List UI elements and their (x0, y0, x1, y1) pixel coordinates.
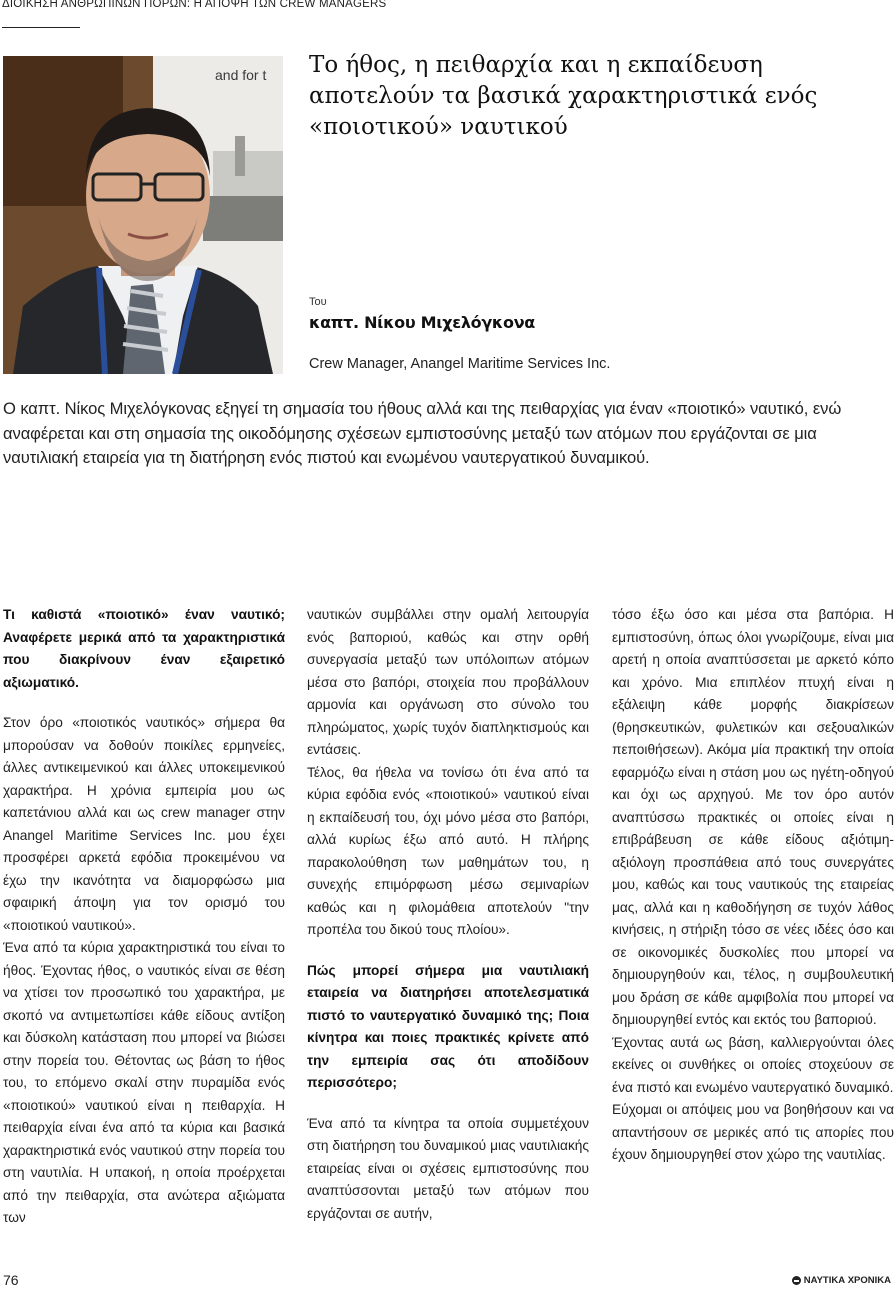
byline-prefix: Του (309, 296, 327, 308)
section-divider (2, 27, 80, 28)
paragraph: τόσο έξω όσο και μέσα στα βαπόρια. Η εμπιστοσύνη, όπως όλοι γνωρίζουμε, είναι μια αρετή η οποία αναπτύσσεται με αρκετό κόπο και χρόνο. Μια επιπλέον πτυχή είναι η εξάλειψη κάθε μορφής διακρίσεων (θρησκευτικών, φυλετικών και σεξουαλικών πεποιθήσεων). Ακόμα μία πρακτική την οποία εφαρμόζω είναι η στάση μου ως ηγέτη-οδηγού και όχι ως αρχηγού. Με τον όρο αυτόν αναπτύσσω πρακτικές οι οποίες είναι η επιβράβευση σε κάθε είδους αξιότιμη-αξιόλογη προσπάθεια από τους συνεργάτες μου, καθώς και τους ναυτικούς της εταιρείας μας, αλλά και η καθοδήγηση σε τυχόν λάθος κινήσεις, η στήριξη τόσο σε νέες ιδέες όσο και σε οικονομικές δυσκολίες που μπορεί να δημιουργηθούν και, τέλος, η συμβουλευτική μου δράση σε κάθε αμφιβολία που μπορεί να δημιουργηθεί εντός και εκτός του βαποριού. (612, 607, 894, 1027)
paragraph: Τέλος, θα ήθελα να τονίσω ότι ένα από τα κύρια εφόδια ενός «ποιοτικού» ναυτικού είναι η εκπαίδευσή του, όχι μόνο μέσα στο βαπόρι, αλλά κυρίως έξω από αυτό. Η πλήρης παρακολούθηση των μαθημάτων του, η συνεχής επιμόρφωση μέσω σεμιναρίων καθώς και η φιλομάθεια αποτελούν "την προπέλα του δικού τους πλοίου». (307, 764, 589, 937)
paragraph: Εύχομαι οι απόψεις μου να βοηθήσουν και να απαντήσουν σε μερικές από τις απορίες που έχουν δημιουργηθεί στον χώρο της ναυτιλίας. (612, 1102, 894, 1162)
author-photo (3, 56, 283, 374)
paragraph: Στον όρο «ποιοτικός ναυτικός» σήμερα θα μπορούσαν να δοθούν ποικίλες ερμηνείες, άλλες αντικειμενικού και άλλες υποκειμενικού χαρακτήρα. Η χρόνια εμπειρία μου ως καπετάνιου αλλά και ως crew manager στην Anangel Maritime Services Inc. μου έχει προσφέρει αρκετά εφόδια προκειμένου να έχω την ικανότητα να διαμορφώσω μια σφαιρική άποψη για τον ορισμό του «ποιοτικού ναυτικού». (3, 715, 285, 933)
article-title: Το ήθος, η πειθαρχία και η εκπαίδευση αποτελούν τα βασικά χαρακτηριστικά ενός «ποιοτικού» ναυτικού (309, 52, 818, 140)
publication-name: ΝΑΥΤΙΚΑ ΧΡΟΝΙΚΑ (803, 1275, 891, 1286)
paragraph: ναυτικών συμβάλλει στην ομαλή λειτουργία ενός βαποριού, καθώς και στην ορθή συνεργασία μεταξύ των υπόλοιπων ατόμων μέσα στο βαπόρι, στοιχεία που προβάλλουν αρμονία και οργάνωση στο σύνολο του πληρώματος, χωρίς τυχόν διαπληκτισμούς και εντάσεις. (307, 607, 589, 757)
article-lead: Ο καπτ. Νίκος Μιχελόγκονας εξηγεί τη σημασία του ήθους αλλά και της πειθαρχίας για έναν «ποιοτικό» ναυτικό, ενώ αναφέρεται και στη σημασία της οικοδόμησης σχέσεων εμπιστοσύνης μεταξύ των ατόμων που εργάζονται σε μια ναυτιλιακή εταιρεία για τη διατήρηση ενός πιστού και ενωμένου ναυτεργατικού δυναμικού. (3, 399, 842, 467)
interview-question: Τι καθιστά «ποιοτικό» έναν ναυτικό; Αναφέρετε μερικά από τα χαρακτηριστικά που διακρίνουν έναν εξαιρετικό αξιωματικό. (3, 607, 285, 690)
section-label: ΔΙΟΙΚΗΣΗ ΑΝΘΡΩΠΙΝΩΝ ΠΟΡΩΝ: Η ΑΠΟΨΗ ΤΩΝ CREW MANAGERS (2, 0, 387, 10)
page-number: 76 (3, 1272, 19, 1288)
paragraph: Ένα από τα κύρια χαρακτηριστικά του είναι το ήθος. Έχοντας ήθος, ο ναυτικός είναι σε θέση να χτίσει τον προσωπικό του χαρακτήρα, με σκοπό να αντιμετωπίσει κάθε είδους αντίξοη και δύσκολη κατάσταση που μπορεί να βιώσει στην πορεία του. Θέτοντας ως βάση το ήθος του, το επόμενο σκαλί στην πυραμίδα ενός «ποιοτικού» ναυτικού είναι η πειθαρχία. Η πειθαρχία είναι ένα από τα κύρια και βασικά χαρακτηριστικά ενός ναυτικού στην πορεία του στη ναυτιλία. Η υπακοή, η οποία προέρχεται από την πειθαρχία, στα ανώτερα αξιώματα των (3, 940, 285, 1225)
photo-background-text: and for t (215, 67, 267, 83)
article-column-1 (3, 604, 285, 1230)
anchor-icon (792, 1276, 801, 1285)
article-column-2 (307, 604, 589, 1225)
author-role: Crew Manager, Anangel Maritime Services Inc. (309, 356, 611, 372)
paragraph: Ένα από τα κίνητρα τα οποία συμμετέχουν στη διατήρηση του δυναμικού μιας ναυτιλιακής εταιρείας είναι οι σχέσεις εμπιστοσύνης που αναπτύσσονται μεταξύ των ατόμων που εργάζονται σε αυτήν, (307, 1115, 589, 1221)
article-column-3 (612, 604, 894, 1167)
interview-question: Πώς μπορεί σήμερα μια ναυτιλιακή εταιρεία να διατηρήσει αποτελεσματικά πιστό το ναυτεργατικό δυναμικό της; Ποια κίνητρα και ποιες πρακτικές κρίνετε από την εμπειρία σας ότι αποδίδουν περισσότερο; (307, 962, 589, 1090)
author-name: καπτ. Νίκου Μιχελόγκονα (309, 313, 535, 332)
paragraph: Έχοντας αυτά ως βάση, καλλιεργούνται όλες εκείνες οι συνθήκες οι οποίες στοχεύουν σε ένα πιστό και ενωμένο ναυτεργατικό δυναμικό. (612, 1034, 894, 1095)
publication-logo (792, 1275, 891, 1286)
